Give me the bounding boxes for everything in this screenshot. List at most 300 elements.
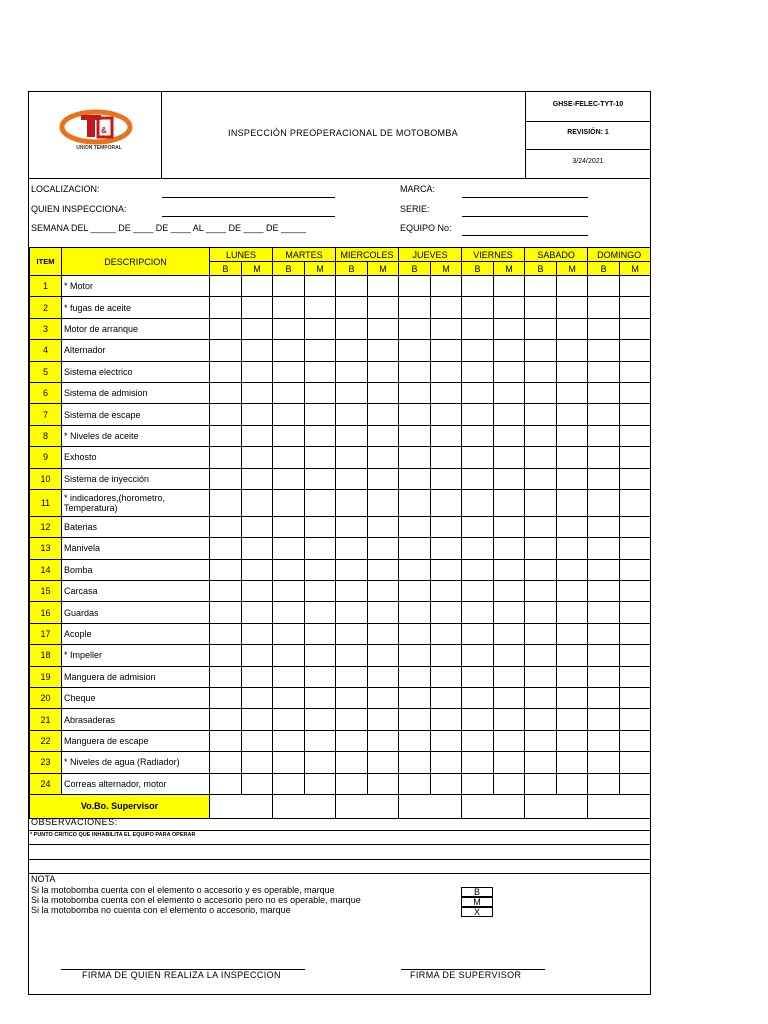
check-cell[interactable] [399,645,431,666]
check-cell[interactable] [273,489,305,516]
check-cell[interactable] [336,318,368,339]
check-cell[interactable] [462,602,494,623]
check-cell[interactable] [494,538,525,559]
check-cell[interactable] [588,645,620,666]
check-cell[interactable] [431,297,462,318]
check-cell[interactable] [368,447,399,468]
check-cell[interactable] [399,404,431,425]
check-cell[interactable] [336,602,368,623]
check-cell[interactable] [210,447,242,468]
check-cell[interactable] [305,730,336,751]
check-cell[interactable] [399,773,431,794]
check-cell[interactable] [242,666,273,687]
check-cell[interactable] [210,559,242,580]
check-cell[interactable] [620,602,651,623]
check-cell[interactable] [305,382,336,403]
check-cell[interactable] [336,666,368,687]
check-cell[interactable] [336,645,368,666]
check-cell[interactable] [494,340,525,361]
check-cell[interactable] [305,666,336,687]
check-cell[interactable] [336,773,368,794]
check-cell[interactable] [336,425,368,446]
check-cell[interactable] [620,666,651,687]
check-cell[interactable] [462,773,494,794]
check-cell[interactable] [210,468,242,489]
check-cell[interactable] [588,538,620,559]
check-cell[interactable] [462,297,494,318]
check-cell[interactable] [462,666,494,687]
check-cell[interactable] [620,752,651,773]
check-cell[interactable] [242,276,273,297]
check-cell[interactable] [494,581,525,602]
check-cell[interactable] [368,276,399,297]
check-cell[interactable] [273,645,305,666]
check-cell[interactable] [462,581,494,602]
check-cell[interactable] [305,538,336,559]
check-cell[interactable] [494,489,525,516]
check-cell[interactable] [431,688,462,709]
check-cell[interactable] [336,447,368,468]
check-cell[interactable] [242,773,273,794]
check-cell[interactable] [620,559,651,580]
check-cell[interactable] [588,276,620,297]
quien-field[interactable] [162,216,335,217]
check-cell[interactable] [525,559,557,580]
check-cell[interactable] [557,581,588,602]
check-cell[interactable] [525,752,557,773]
check-cell[interactable] [588,489,620,516]
check-cell[interactable] [305,709,336,730]
check-cell[interactable] [525,645,557,666]
check-cell[interactable] [399,340,431,361]
check-cell[interactable] [368,666,399,687]
check-cell[interactable] [620,645,651,666]
check-cell[interactable] [525,361,557,382]
check-cell[interactable] [588,425,620,446]
check-cell[interactable] [431,602,462,623]
check-cell[interactable] [242,382,273,403]
check-cell[interactable] [557,752,588,773]
check-cell[interactable] [399,516,431,537]
check-cell[interactable] [399,623,431,644]
check-cell[interactable] [399,318,431,339]
check-cell[interactable] [242,489,273,516]
check-cell[interactable] [242,468,273,489]
check-cell[interactable] [557,425,588,446]
check-cell[interactable] [210,730,242,751]
check-cell[interactable] [368,602,399,623]
check-cell[interactable] [588,688,620,709]
check-cell[interactable] [494,730,525,751]
check-cell[interactable] [273,468,305,489]
check-cell[interactable] [431,559,462,580]
check-cell[interactable] [368,623,399,644]
check-cell[interactable] [557,538,588,559]
check-cell[interactable] [399,361,431,382]
check-cell[interactable] [462,468,494,489]
check-cell[interactable] [210,623,242,644]
check-cell[interactable] [431,773,462,794]
localizacion-field[interactable] [162,197,335,198]
check-cell[interactable] [399,688,431,709]
check-cell[interactable] [242,318,273,339]
check-cell[interactable] [336,623,368,644]
check-cell[interactable] [399,538,431,559]
check-cell[interactable] [336,730,368,751]
check-cell[interactable] [494,425,525,446]
check-cell[interactable] [273,340,305,361]
check-cell[interactable] [305,645,336,666]
check-cell[interactable] [525,516,557,537]
check-cell[interactable] [431,709,462,730]
check-cell[interactable] [273,404,305,425]
check-cell[interactable] [462,752,494,773]
check-cell[interactable] [305,688,336,709]
check-cell[interactable] [494,559,525,580]
check-cell[interactable] [431,361,462,382]
check-cell[interactable] [462,645,494,666]
check-cell[interactable] [588,752,620,773]
check-cell[interactable] [557,489,588,516]
check-cell[interactable] [210,425,242,446]
check-cell[interactable] [462,404,494,425]
check-cell[interactable] [557,361,588,382]
check-cell[interactable] [494,447,525,468]
check-cell[interactable] [620,489,651,516]
check-cell[interactable] [368,709,399,730]
check-cell[interactable] [462,688,494,709]
check-cell[interactable] [494,752,525,773]
check-cell[interactable] [525,447,557,468]
check-cell[interactable] [462,489,494,516]
check-cell[interactable] [588,340,620,361]
check-cell[interactable] [620,276,651,297]
equipo-field[interactable] [462,235,588,236]
check-cell[interactable] [210,752,242,773]
check-cell[interactable] [399,730,431,751]
check-cell[interactable] [336,382,368,403]
check-cell[interactable] [494,602,525,623]
check-cell[interactable] [525,468,557,489]
check-cell[interactable] [210,773,242,794]
check-cell[interactable] [588,581,620,602]
check-cell[interactable] [336,709,368,730]
check-cell[interactable] [242,404,273,425]
check-cell[interactable] [620,709,651,730]
check-cell[interactable] [588,297,620,318]
check-cell[interactable] [431,382,462,403]
check-cell[interactable] [588,773,620,794]
check-cell[interactable] [494,666,525,687]
check-cell[interactable] [525,425,557,446]
check-cell[interactable] [305,447,336,468]
check-cell[interactable] [305,752,336,773]
check-cell[interactable] [399,276,431,297]
check-cell[interactable] [431,752,462,773]
check-cell[interactable] [368,340,399,361]
check-cell[interactable] [399,666,431,687]
check-cell[interactable] [242,602,273,623]
check-cell[interactable] [242,623,273,644]
check-cell[interactable] [242,752,273,773]
check-cell[interactable] [620,361,651,382]
check-cell[interactable] [368,645,399,666]
check-cell[interactable] [210,666,242,687]
check-cell[interactable] [210,276,242,297]
check-cell[interactable] [431,730,462,751]
vobo-cell[interactable] [525,794,588,818]
check-cell[interactable] [368,773,399,794]
check-cell[interactable] [494,623,525,644]
check-cell[interactable] [368,559,399,580]
check-cell[interactable] [462,709,494,730]
check-cell[interactable] [368,318,399,339]
vobo-cell[interactable] [462,794,525,818]
check-cell[interactable] [620,688,651,709]
check-cell[interactable] [273,581,305,602]
check-cell[interactable] [368,425,399,446]
check-cell[interactable] [368,688,399,709]
check-cell[interactable] [525,382,557,403]
check-cell[interactable] [525,602,557,623]
check-cell[interactable] [273,773,305,794]
check-cell[interactable] [368,361,399,382]
check-cell[interactable] [210,709,242,730]
check-cell[interactable] [431,404,462,425]
check-cell[interactable] [273,361,305,382]
check-cell[interactable] [588,730,620,751]
check-cell[interactable] [305,623,336,644]
check-cell[interactable] [399,752,431,773]
check-cell[interactable] [273,318,305,339]
check-cell[interactable] [431,538,462,559]
check-cell[interactable] [525,404,557,425]
check-cell[interactable] [336,361,368,382]
check-cell[interactable] [242,645,273,666]
check-cell[interactable] [525,773,557,794]
check-cell[interactable] [557,623,588,644]
check-cell[interactable] [462,276,494,297]
check-cell[interactable] [431,516,462,537]
check-cell[interactable] [494,645,525,666]
vobo-cell[interactable] [588,794,651,818]
check-cell[interactable] [399,581,431,602]
check-cell[interactable] [462,318,494,339]
check-cell[interactable] [305,489,336,516]
vobo-cell[interactable] [336,794,399,818]
check-cell[interactable] [336,468,368,489]
check-cell[interactable] [399,709,431,730]
check-cell[interactable] [210,297,242,318]
check-cell[interactable] [557,382,588,403]
check-cell[interactable] [210,581,242,602]
check-cell[interactable] [588,404,620,425]
check-cell[interactable] [431,447,462,468]
check-cell[interactable] [336,688,368,709]
check-cell[interactable] [431,489,462,516]
check-cell[interactable] [305,581,336,602]
check-cell[interactable] [588,382,620,403]
check-cell[interactable] [525,276,557,297]
check-cell[interactable] [242,447,273,468]
check-cell[interactable] [305,276,336,297]
check-cell[interactable] [336,559,368,580]
check-cell[interactable] [620,382,651,403]
check-cell[interactable] [620,468,651,489]
check-cell[interactable] [242,581,273,602]
check-cell[interactable] [242,559,273,580]
check-cell[interactable] [431,318,462,339]
check-cell[interactable] [525,666,557,687]
check-cell[interactable] [242,709,273,730]
check-cell[interactable] [336,538,368,559]
check-cell[interactable] [557,730,588,751]
vobo-cell[interactable] [273,794,336,818]
check-cell[interactable] [305,340,336,361]
check-cell[interactable] [462,516,494,537]
check-cell[interactable] [462,340,494,361]
check-cell[interactable] [305,297,336,318]
check-cell[interactable] [525,538,557,559]
check-cell[interactable] [210,340,242,361]
check-cell[interactable] [305,602,336,623]
check-cell[interactable] [620,730,651,751]
vobo-cell[interactable] [399,794,462,818]
check-cell[interactable] [242,361,273,382]
check-cell[interactable] [273,516,305,537]
check-cell[interactable] [525,688,557,709]
check-cell[interactable] [525,730,557,751]
check-cell[interactable] [494,709,525,730]
check-cell[interactable] [620,773,651,794]
check-cell[interactable] [336,752,368,773]
check-cell[interactable] [305,468,336,489]
check-cell[interactable] [210,361,242,382]
check-cell[interactable] [620,425,651,446]
check-cell[interactable] [588,623,620,644]
check-cell[interactable] [399,489,431,516]
check-cell[interactable] [431,468,462,489]
check-cell[interactable] [399,382,431,403]
check-cell[interactable] [273,623,305,644]
check-cell[interactable] [210,538,242,559]
check-cell[interactable] [336,489,368,516]
check-cell[interactable] [336,340,368,361]
check-cell[interactable] [494,516,525,537]
check-cell[interactable] [273,666,305,687]
check-cell[interactable] [242,688,273,709]
check-cell[interactable] [399,297,431,318]
check-cell[interactable] [305,773,336,794]
check-cell[interactable] [462,447,494,468]
check-cell[interactable] [431,623,462,644]
check-cell[interactable] [620,581,651,602]
check-cell[interactable] [273,688,305,709]
check-cell[interactable] [557,297,588,318]
check-cell[interactable] [399,602,431,623]
check-cell[interactable] [620,340,651,361]
check-cell[interactable] [525,489,557,516]
check-cell[interactable] [273,709,305,730]
check-cell[interactable] [557,516,588,537]
check-cell[interactable] [557,645,588,666]
check-cell[interactable] [525,297,557,318]
check-cell[interactable] [588,468,620,489]
check-cell[interactable] [525,623,557,644]
check-cell[interactable] [305,559,336,580]
check-cell[interactable] [557,602,588,623]
check-cell[interactable] [305,404,336,425]
check-cell[interactable] [336,276,368,297]
check-cell[interactable] [368,730,399,751]
check-cell[interactable] [431,276,462,297]
check-cell[interactable] [210,602,242,623]
check-cell[interactable] [210,645,242,666]
check-cell[interactable] [557,276,588,297]
check-cell[interactable] [305,425,336,446]
check-cell[interactable] [242,297,273,318]
check-cell[interactable] [273,447,305,468]
check-cell[interactable] [525,318,557,339]
check-cell[interactable] [620,297,651,318]
check-cell[interactable] [368,581,399,602]
semana-label[interactable]: SEMANA DEL _____ DE ____ DE ____ AL ____ DE ____ DE _____ [31,223,307,233]
check-cell[interactable] [494,468,525,489]
check-cell[interactable] [557,773,588,794]
check-cell[interactable] [305,318,336,339]
check-cell[interactable] [273,425,305,446]
check-cell[interactable] [525,709,557,730]
check-cell[interactable] [368,538,399,559]
check-cell[interactable] [368,516,399,537]
check-cell[interactable] [273,730,305,751]
check-cell[interactable] [462,559,494,580]
check-cell[interactable] [210,688,242,709]
check-cell[interactable] [588,447,620,468]
check-cell[interactable] [588,361,620,382]
check-cell[interactable] [210,516,242,537]
check-cell[interactable] [557,709,588,730]
check-cell[interactable] [494,688,525,709]
check-cell[interactable] [399,447,431,468]
check-cell[interactable] [557,468,588,489]
check-cell[interactable] [462,623,494,644]
check-cell[interactable] [368,297,399,318]
check-cell[interactable] [431,425,462,446]
check-cell[interactable] [620,318,651,339]
check-cell[interactable] [494,276,525,297]
check-cell[interactable] [210,318,242,339]
check-cell[interactable] [588,559,620,580]
check-cell[interactable] [588,709,620,730]
check-cell[interactable] [399,468,431,489]
check-cell[interactable] [494,361,525,382]
check-cell[interactable] [588,318,620,339]
check-cell[interactable] [431,666,462,687]
check-cell[interactable] [210,489,242,516]
check-cell[interactable] [273,538,305,559]
check-cell[interactable] [273,297,305,318]
check-cell[interactable] [242,730,273,751]
check-cell[interactable] [336,581,368,602]
check-cell[interactable] [431,340,462,361]
check-cell[interactable] [557,404,588,425]
check-cell[interactable] [494,773,525,794]
check-cell[interactable] [620,447,651,468]
check-cell[interactable] [242,516,273,537]
check-cell[interactable] [336,404,368,425]
check-cell[interactable] [399,425,431,446]
